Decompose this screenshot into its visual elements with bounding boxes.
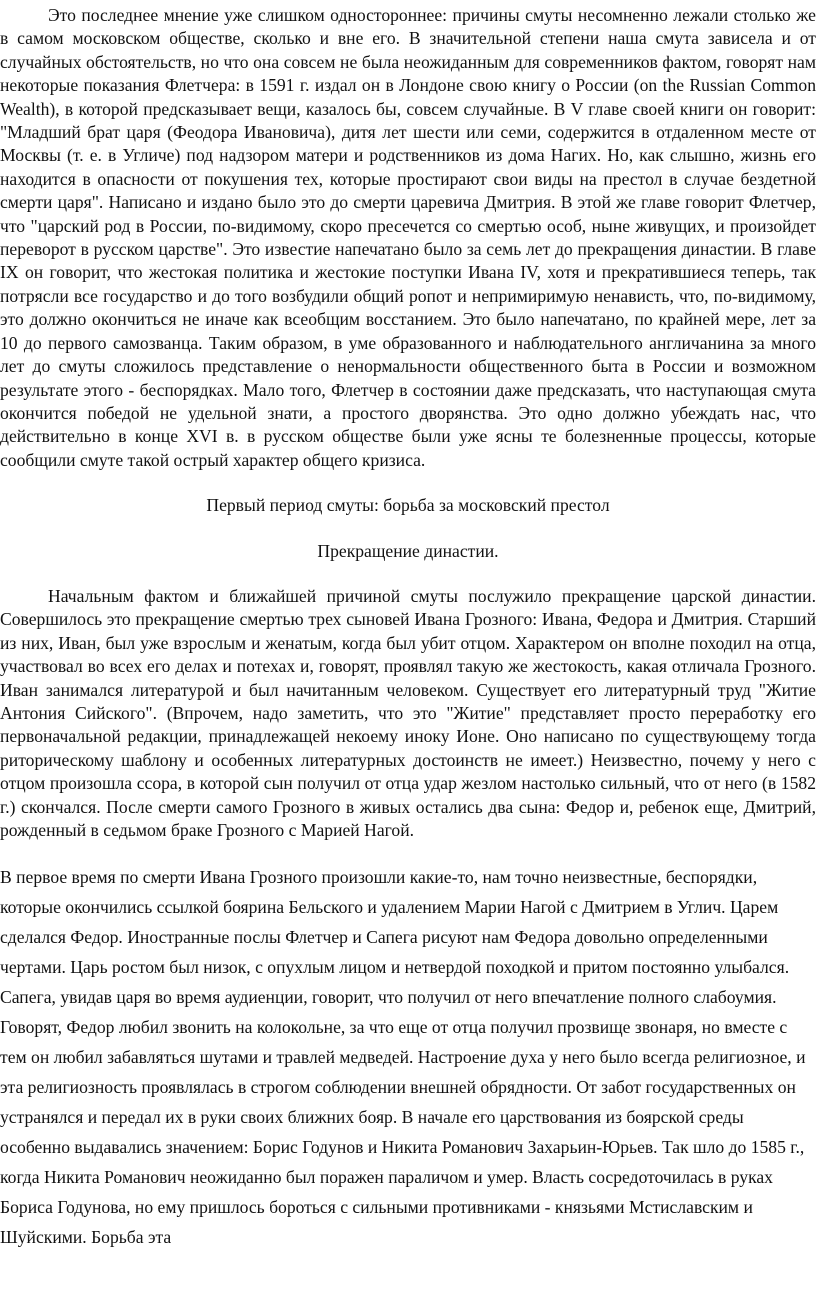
body-paragraph: Начальным фактом и ближайшей причиной смуты послужило прекращение царской династии. Совершилось это прекращение смертью трех сыновей Ивана Грозного: Ивана, Федора и Дмитрия. Старший из них, Иван, был уже взрослым и женатым, когда был убит отцом. Характером он вполне походил на отца, участвовал во всех его делах и потехах и, говорят, проявлял такую же жестокость, какая отличала Грозного. Иван занимался литературой и был начитанным человеком. Существует его литературный труд "Житие Антония Сийского". (Впрочем, надо заметить, что это "Житие" представляет просто переработку его первоначальной редакции, принадлежащей некоему иноку Ионе. Оно написано по существующему тогда риторическому шаблону и особенных литературных достоинств не имеет.) Неизвестно, почему у него с отцом произошла ссора, в которой сын получил от отца удар жезлом настолько сильный, что от него (в 1582 г.) скончался. После смерти самого Грозного в живых остались два сына: Федор и, ребенок еще, Дмитрий, рожденный в седьмом браке Грозного с Марией Нагой. [0, 585, 816, 840]
subsection-heading: Прекращение династии. [317, 540, 499, 561]
body-paragraph: В первое время по смерти Ивана Грозного произошли какие-то, нам точно неизвестные, беспорядки, которые окончились ссылкой боярина Бельского и удалением Марии Нагой с Дмитрием в Углич. Царем сделался Федор. Иностранные послы Флетчер и Сапега рисуют нам Федора довольно определенными чертами. Царь ростом был низок, с опухлым лицом и нетвердой походкой и притом постоянно улыбался. Сапега, увидав царя во время аудиенции, говорит, что получил от него впечатление полного слабоумия. Говорят, Федор любил звонить на колокольне, за что еще от отца получил прозвище звонаря, но вместе с тем он любил забавляться шутами и травлей медведей. Настроение духа у него было всегда религиозное, и эта религиозность проявлялась в строгом соблюдении внешней обрядности. От забот государственных он устранялся и передал их в руки своих ближних бояр. В начале его царствования из боярской среды особенно выдавались значением: Борис Годунов и Никита Романович Захарьин-Юрьев. Так шло до 1585 г., когда Никита Романович неожиданно был поражен параличом и умер. Власть сосредоточилась в руках Бориса Годунова, но ему пришлось бороться с сильными противниками - князьями Мстиславским и Шуйскими. Борьба эта [0, 867, 806, 1248]
body-paragraph: Это последнее мнение уже слишком одностороннее: причины смуты несомненно лежали столько же в самом московском обществе, сколько и вне его. В значительной степени наша смута зависела и от случайных обстоятельств, но что она совсем не была неожиданным для современников фактом, говорят нам некоторые показания Флетчера: в 1591 г. издал он в Лондоне свою книгу о России (on the Russian Common Wealth), в которой предсказывает вещи, казалось бы, совсем случайные. В V главе своей книги он говорит: "Младший брат царя (Феодора Ивановича), дитя лет шести или семи, содержится в отдаленном месте от Москвы (т. е. в Угличе) под надзором матери и родственников из дома Нагих. Но, как слышно, жизнь его находится в опасности от покушения тех, которые простирают свои виды на престол в случае бездетной смерти царя". Написано и издано было это до смерти царевича Дмитрия. В этой же главе говорит Флетчер, что "царский род в России, по-видимому, скоро пресечется со смертью особ, ныне живущих, и произойдет переворот в русском царстве". Это известие напечатано было за семь лет до прекращения династии. В главе IX он говорит, что жестокая политика и жестокие поступки Ивана IV, хотя и прекратившиеся теперь, так потрясли все государство и до того возбудили общий ропот и непримиримую ненависть, что, по-видимому, это должно окончиться не иначе как всеобщим восстанием. Это было напечатано, по крайней мере, лет за 10 до первого самозванца. Таким образом, в уме образованного и наблюдательного англичанина за много лет до смуты сложилось представление о ненормальности общественного быта в России и возможном результате этого - беспорядках. Мало того, Флетчер в состоянии даже предсказать, что наступающая смута окончится победой не удельной знати, а простого дворянства. Это одно должно убеждать нас, что действительно в конце XVI в. в русском обществе были уже ясны те болезненные процессы, которые сообщили смуте такой острый характер общего кризиса. [0, 5, 816, 470]
section-heading: Первый период смуты: борьба за московский престол [206, 495, 610, 516]
